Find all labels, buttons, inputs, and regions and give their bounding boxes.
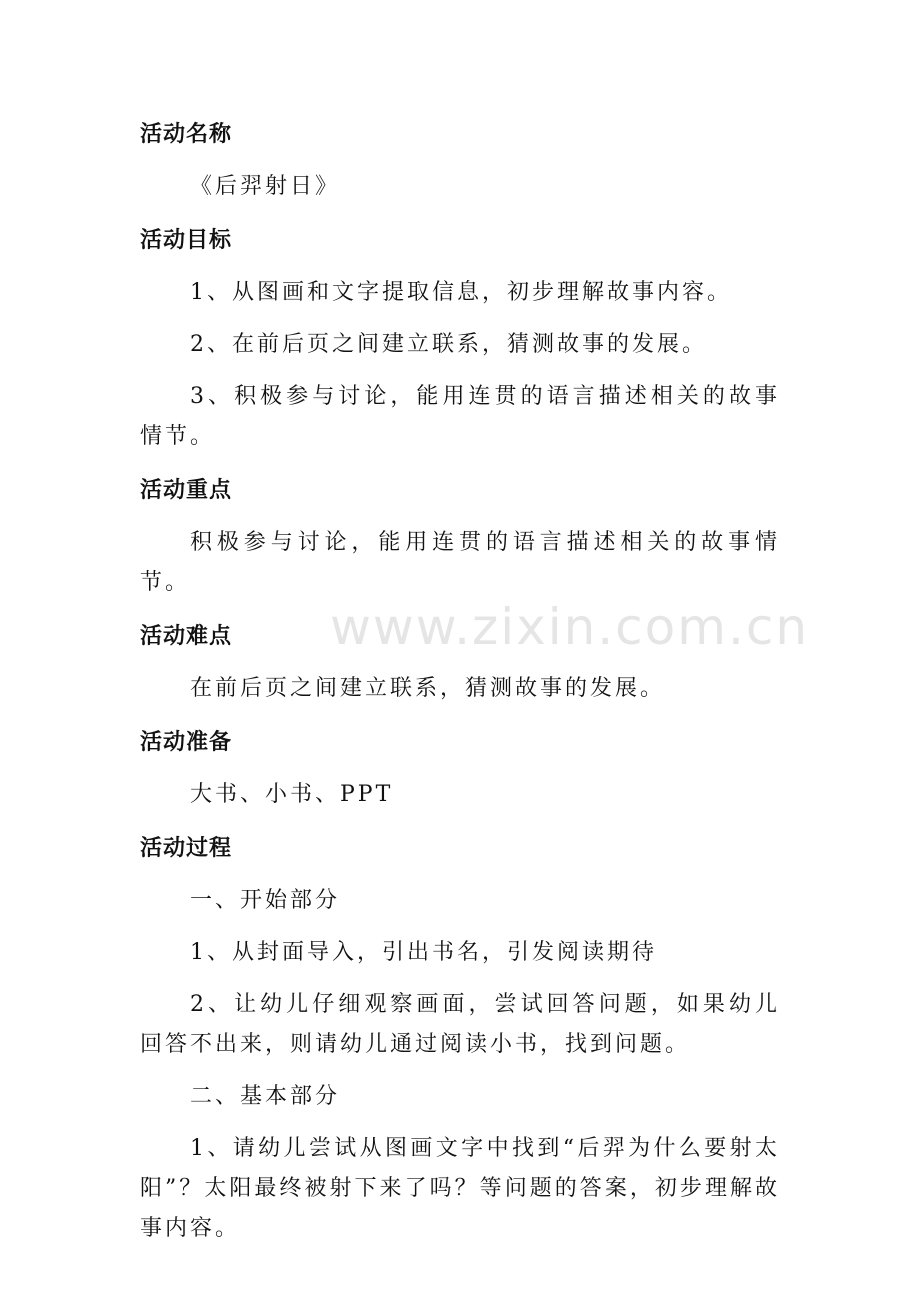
process-part1-item-1: 1、从封面导入，引出书名，引发阅读期待 [190,940,657,965]
heading-activity-goals: 活动目标 [140,228,233,253]
heading-preparation: 活动准备 [140,730,233,755]
heading-activity-name: 活动名称 [140,122,233,147]
activity-name-text: 《后羿射日》 [190,174,341,199]
process-part1-item-2: 2、让幼儿仔细观察画面，尝试回答问题，如果幼儿回答不出来，则请幼儿通过阅读小书，找到问题。 [140,992,780,1057]
heading-process: 活动过程 [140,836,233,861]
goal-item-2: 2、在前后页之间建立联系，猜测故事的发展。 [190,332,707,357]
watermark: www.zixin.com.cn [330,598,810,656]
difficulty-text: 在前后页之间建立联系，猜测故事的发展。 [190,676,666,701]
heading-key-point: 活动重点 [140,478,233,503]
process-part1-title: 一、开始部分 [190,888,341,913]
goal-item-1: 1、从图画和文字提取信息，初步理解故事内容。 [190,280,732,305]
key-point-text: 积极参与讨论，能用连贯的语言描述相关的故事情节。 [140,530,780,595]
heading-difficulty: 活动难点 [140,624,233,649]
process-part2-item-1: 1、请幼儿尝试从图画文字中找到“后羿为什么要射太阳”？太阳最终被射下来了吗？等问题的答案，初步理解故事内容。 [140,1136,780,1241]
process-part2-title: 二、基本部分 [190,1084,341,1109]
preparation-text: 大书、小书、PPT [190,782,394,807]
goal-item-3: 3、积极参与讨论，能用连贯的语言描述相关的故事情节。 [140,384,780,449]
document-body [140,113,780,1249]
